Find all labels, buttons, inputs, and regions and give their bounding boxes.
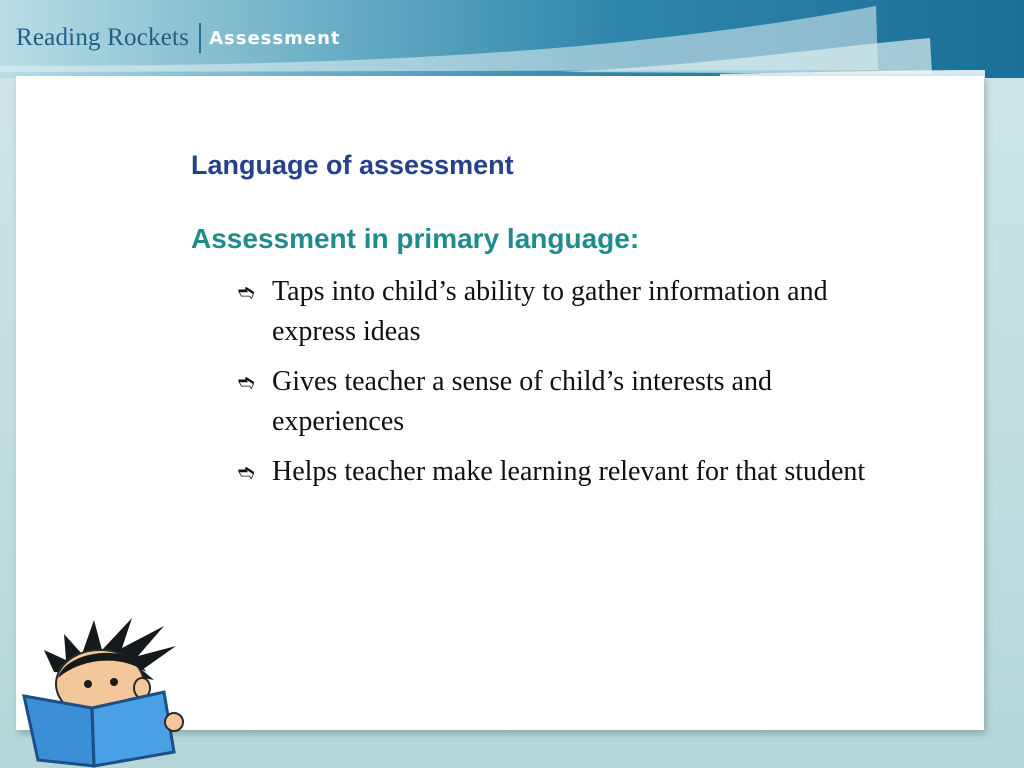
brand-name: Reading Rockets (16, 24, 190, 51)
bullet-item (238, 452, 908, 492)
arrow-bullet-icon: ➬ (238, 280, 255, 304)
brand-logo[interactable] (16, 18, 341, 58)
bullet-text: Helps teacher make learning relevant for that student (272, 456, 866, 487)
bullet-text: Gives teacher a sense of child’s interests and experiences (272, 366, 772, 437)
brand-divider (199, 23, 201, 53)
slide-subheading: Assessment in primary language: (191, 223, 640, 254)
bullet-item (238, 272, 908, 352)
arrow-bullet-icon: ➬ (238, 370, 255, 394)
bullet-item (238, 362, 908, 442)
section-label: Assessment (209, 27, 341, 49)
slide-title: Language of assessment (191, 150, 514, 180)
arrow-bullet-icon: ➬ (238, 460, 255, 484)
bullet-text: Taps into child’s ability to gather information and express ideas (272, 276, 828, 347)
bullet-list (238, 272, 908, 502)
reading-child-mascot (14, 612, 190, 768)
